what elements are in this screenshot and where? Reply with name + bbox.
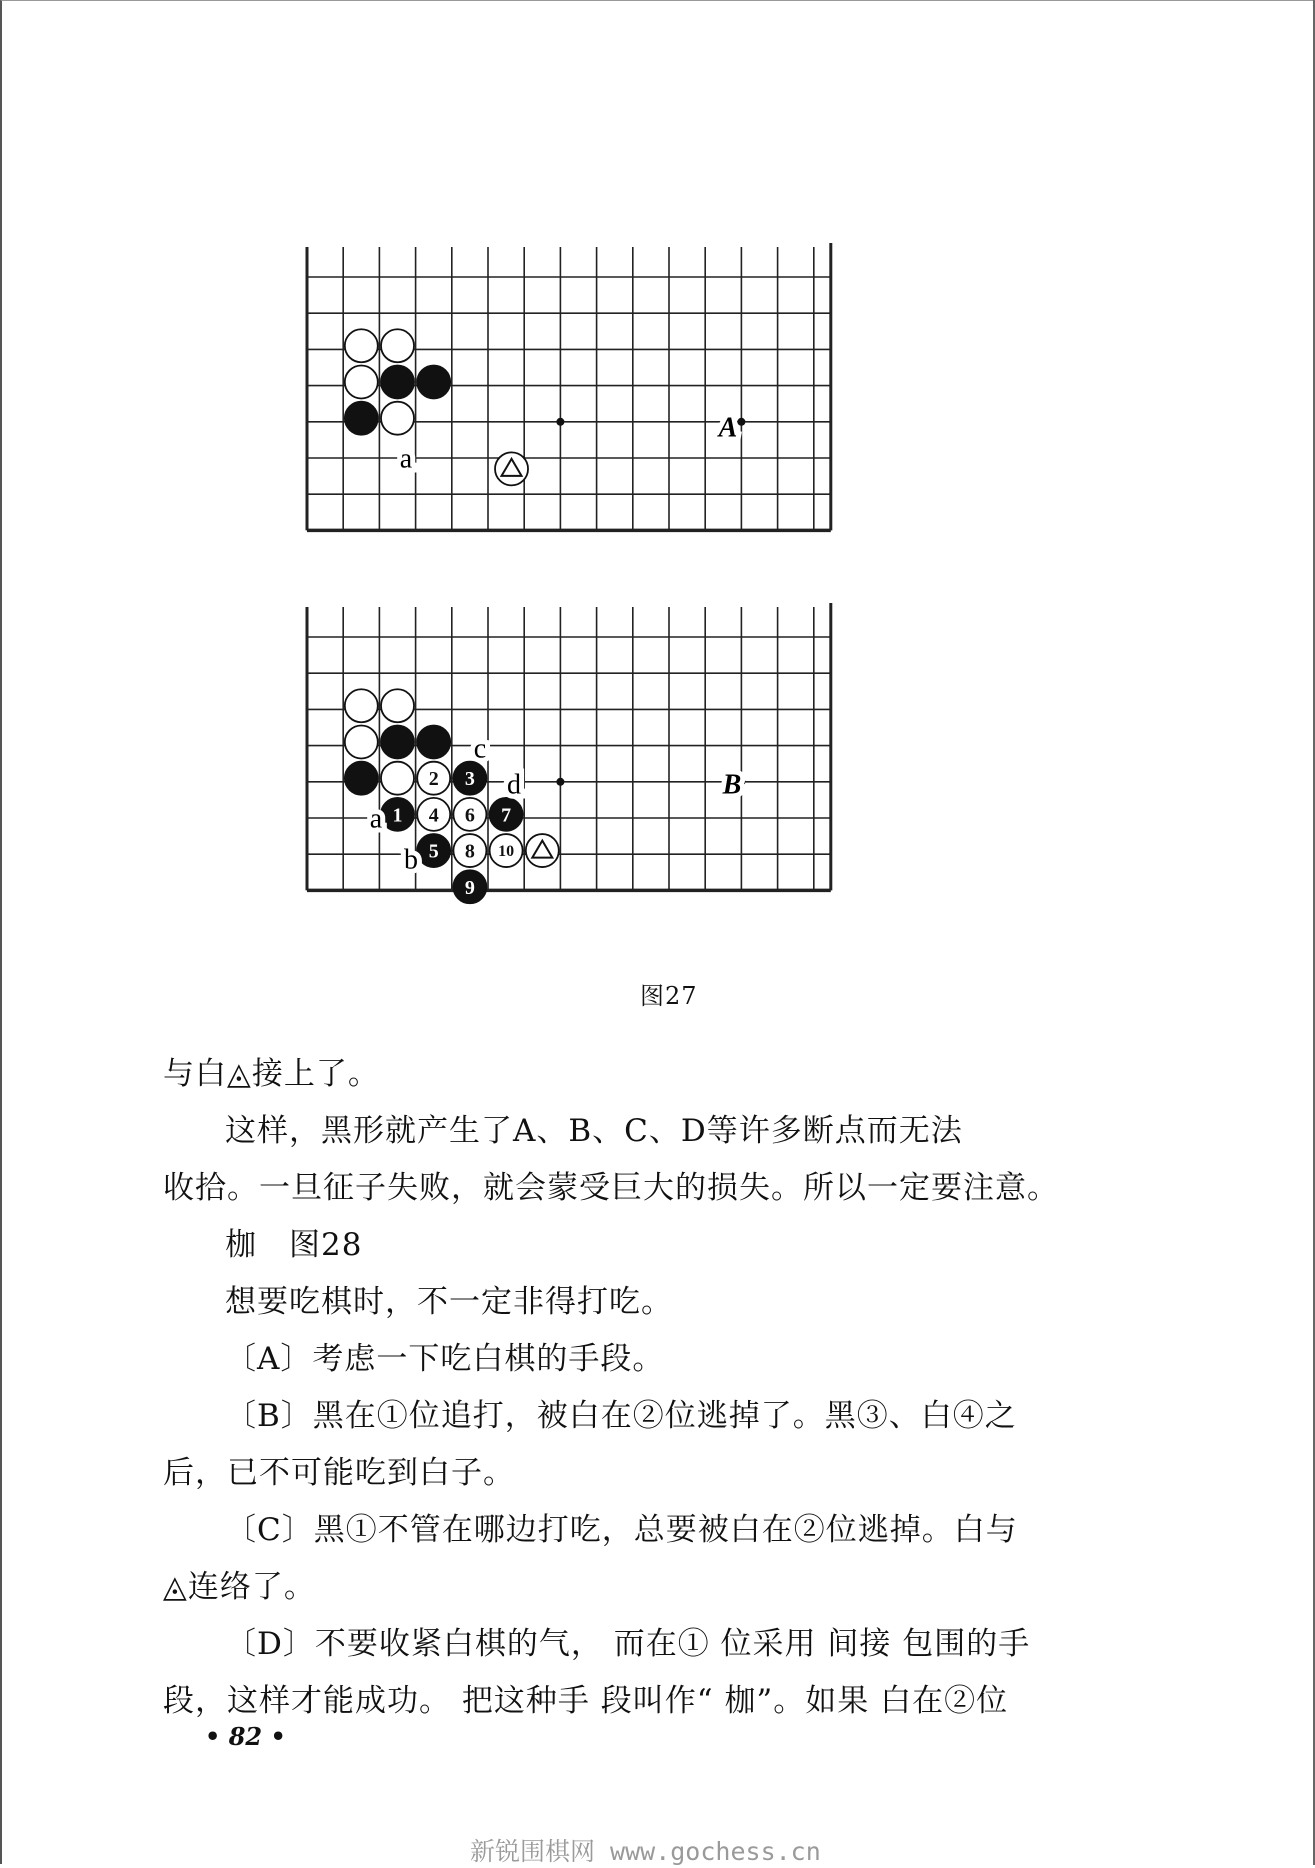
go-diagram-bottom <box>280 615 960 945</box>
white-stone <box>453 834 486 867</box>
black-stone <box>345 402 378 435</box>
paragraph: 后，已不可能吃到白子。 <box>163 1455 515 1491</box>
stones-layer <box>345 329 528 485</box>
stone-number: 10 <box>498 843 515 861</box>
white-stone <box>417 798 450 831</box>
paragraph: 段，这样才能成功。 把这种手 段叫作“ 枷”。如果 白在②位 <box>163 1683 1009 1719</box>
white-stone <box>345 329 378 362</box>
label-d: d <box>507 769 521 801</box>
stone-number: 6 <box>464 804 475 827</box>
paragraph: 〔D〕不要收紧白棋的气， 而在① 位采用 间接 包围的手 <box>225 1626 1031 1662</box>
black-stone <box>453 762 486 795</box>
black-stone <box>490 798 523 831</box>
watermark: 新锐围棋网 www.gochess.cn <box>470 1837 821 1866</box>
stone-number: 1 <box>392 804 403 827</box>
body-text <box>163 1046 1103 1730</box>
white-stone <box>381 762 414 795</box>
label-c: c <box>473 733 487 765</box>
white-stone <box>345 689 378 722</box>
figure-caption: 图27 <box>640 982 698 1010</box>
page-number: • 82 • <box>205 1722 286 1751</box>
black-stone <box>453 870 486 903</box>
section-heading: 枷 图28 <box>225 1227 363 1263</box>
marked-white-stone <box>526 834 559 867</box>
label-b: b <box>404 844 418 876</box>
white-stone <box>490 834 523 867</box>
stone-number: 7 <box>501 804 512 827</box>
label-a: a <box>399 443 413 475</box>
stone-number: 3 <box>464 768 475 791</box>
stone-number: 2 <box>428 768 439 791</box>
star-point <box>737 418 745 426</box>
marked-white-stone <box>495 452 528 485</box>
black-stone <box>381 798 414 831</box>
white-stone <box>381 329 414 362</box>
paragraph: 这样，黑形就产生了A、B、C、D等许多断点而无法 <box>225 1113 963 1149</box>
white-stone <box>345 725 378 758</box>
stone-number: 5 <box>428 840 439 863</box>
label-B: B <box>722 769 742 801</box>
paragraph: 收拾。一旦征子失败，就会蒙受巨大的损失。所以一定要注意。 <box>163 1170 1059 1206</box>
paragraph: 与白◬接上了。 <box>163 1056 380 1092</box>
paragraph: ◬连络了。 <box>163 1569 316 1605</box>
black-stone <box>417 365 450 398</box>
star-point <box>556 418 564 426</box>
paragraph: 想要吃棋时，不一定非得打吃。 <box>225 1284 673 1320</box>
stone-number: 8 <box>464 840 475 863</box>
white-stone <box>453 798 486 831</box>
white-stone <box>417 762 450 795</box>
white-stone <box>381 402 414 435</box>
black-stone <box>417 725 450 758</box>
paragraph: 〔A〕考虑一下吃白棋的手段。 <box>225 1341 665 1377</box>
stone-number: 4 <box>428 804 439 827</box>
stone-number: 9 <box>464 876 475 899</box>
label-a: a <box>369 803 383 835</box>
black-stone <box>381 365 414 398</box>
black-stone <box>381 725 414 758</box>
paragraph: 〔C〕黑①不管在哪边打吃，总要被白在②位逃掉。白与 <box>225 1512 1018 1548</box>
label-A: A <box>718 412 738 444</box>
white-stone <box>345 365 378 398</box>
black-stone <box>417 834 450 867</box>
white-stone <box>381 689 414 722</box>
black-stone <box>345 762 378 795</box>
star-point <box>556 778 564 786</box>
go-diagram-top <box>280 255 960 575</box>
paragraph: 〔B〕黑在①位追打，被白在②位逃掉了。黑③、白④之 <box>225 1398 1017 1434</box>
